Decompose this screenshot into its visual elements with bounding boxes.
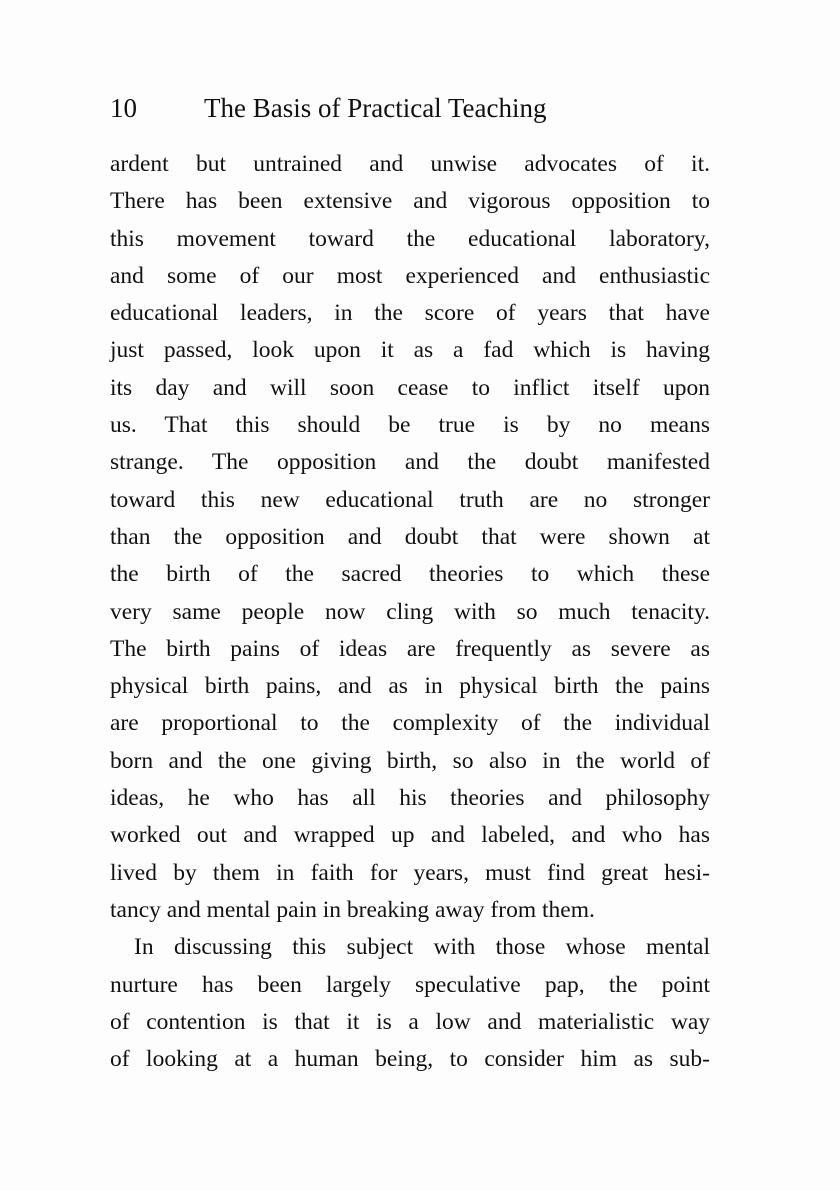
body-text — [110, 146, 710, 1078]
running-title: The Basis of Practical Teaching — [204, 93, 547, 123]
text-line: of looking at a human being, to consider him as sub- — [110, 1046, 710, 1073]
text-line: very same people now cling with so much tenacity. — [110, 598, 710, 625]
text-line: The birth pains of ideas are frequently as severe as — [110, 635, 710, 662]
text-line: and some of our most experienced and enthusiastic — [110, 262, 710, 289]
text-line: There has been extensive and vigorous opposition to — [110, 188, 710, 215]
text-line: ideas, he who has all his theories and philosophy — [110, 785, 710, 812]
text-line: born and the one giving birth, so also in the world of — [110, 747, 710, 774]
text-line: physical birth pains, and as in physical birth the pains — [110, 673, 710, 700]
text-line: educational leaders, in the score of years that have — [110, 300, 710, 327]
text-line: the birth of the sacred theories to which these — [110, 561, 710, 588]
text-line: us. That this should be true is by no means — [110, 412, 710, 439]
text-line: than the opposition and doubt that were shown at — [110, 523, 710, 550]
text-line: its day and will soon cease to inflict itself upon — [110, 374, 710, 401]
page-header — [110, 88, 710, 128]
text-line: this movement toward the educational laboratory, — [110, 225, 710, 252]
text-line: ardent but untrained and unwise advocates of it. — [110, 151, 710, 177]
text-line: nurture has been largely speculative pap, the point — [110, 971, 710, 998]
text-line: just passed, look upon it as a fad which is having — [110, 337, 710, 364]
paragraph-start-line: In discussing this subject with those whose mental — [134, 934, 710, 961]
paragraph-end-line: tancy and mental pain in breaking away from them. — [110, 896, 595, 923]
text-line: toward this new educational truth are no stronger — [110, 486, 710, 513]
text-line: of contention is that it is a low and materialistic way — [110, 1008, 710, 1035]
page-number: 10 — [110, 93, 137, 123]
text-line: strange. The opposition and the doubt manifested — [110, 449, 710, 476]
text-line: lived by them in faith for years, must find great hesi- — [110, 859, 710, 886]
text-line: are proportional to the complexity of the individual — [110, 710, 710, 737]
text-line: worked out and wrapped up and labeled, and who has — [110, 822, 710, 849]
